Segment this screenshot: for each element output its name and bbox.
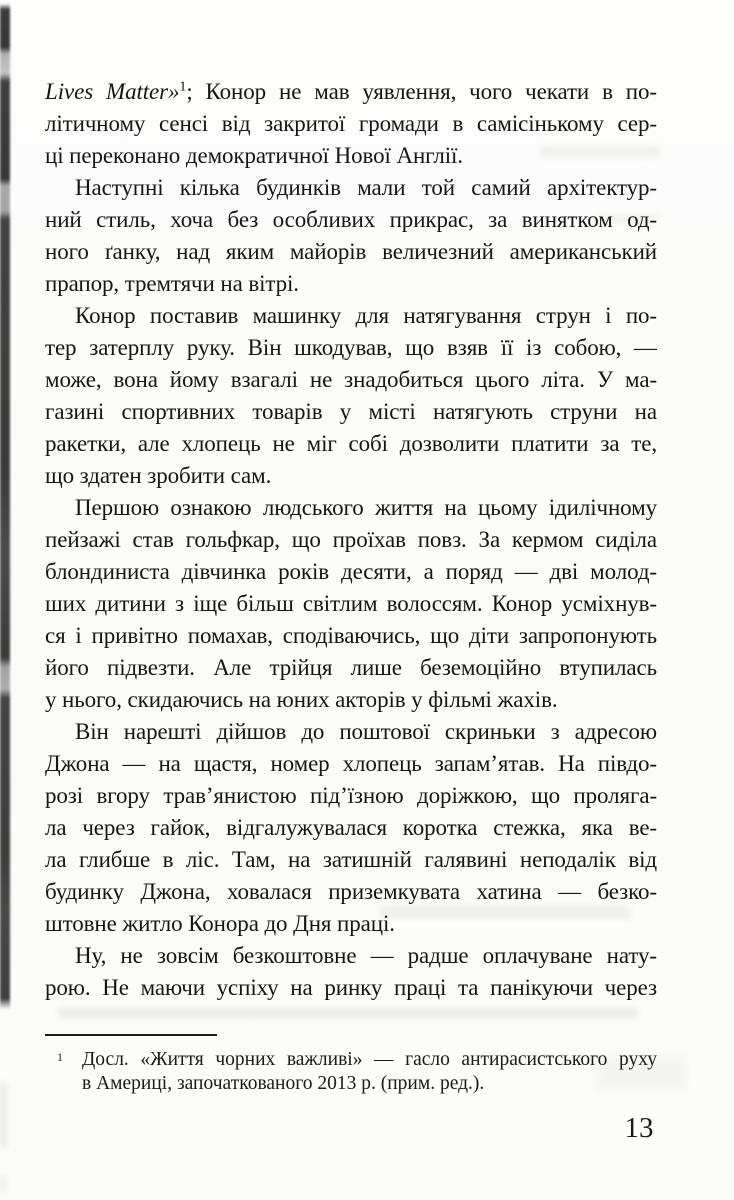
text-line xyxy=(45,268,657,300)
scan-gutter-shadow xyxy=(0,0,10,1200)
scan-smudge xyxy=(0,1176,6,1194)
page-number: 13 xyxy=(624,1112,654,1144)
text-line xyxy=(45,364,657,396)
scan-smudge xyxy=(58,1008,638,1019)
footnote-reference: 1 xyxy=(179,79,187,95)
text-line xyxy=(45,652,657,684)
text-segment: Lives Matter» xyxy=(45,79,180,104)
text-segment: літичному сенсі від закритої громади в самісінькому сер- xyxy=(45,111,657,136)
text-line xyxy=(45,684,657,716)
text-segment: ці переконано демократичної Нової Англії. xyxy=(45,143,463,168)
text-line xyxy=(45,172,657,204)
text-segment: що здатен зробити сам. xyxy=(45,463,272,488)
text-line xyxy=(45,460,657,492)
text-line xyxy=(45,844,657,876)
text-line xyxy=(45,716,657,748)
text-line xyxy=(45,108,657,140)
text-line xyxy=(45,780,657,812)
text-segment: ся і привітно помахав, сподіваючись, що діти запропонують xyxy=(45,623,657,648)
footnote-line-text: Досл. «Життя чорних важливі» — гасло антирасистського руху xyxy=(82,1049,657,1070)
text-segment: блондиниста дівчинка років десяти, а поряд — дві молод- xyxy=(45,559,657,584)
footnote-rule xyxy=(45,1034,217,1036)
text-line xyxy=(45,812,657,844)
text-segment: його підвезти. Але трійця лише беземоційно втупилась xyxy=(45,655,657,680)
text-segment: пейзажі став гольфкар, що проїхав повз. За кермом сиділа xyxy=(45,527,657,552)
text-segment: газині спортивних товарів у місті натягують струни на xyxy=(45,399,657,424)
text-line xyxy=(45,620,657,652)
text-line xyxy=(45,524,657,556)
text-line xyxy=(45,428,657,460)
text-segment: Наступні кілька будинків мали той самий архітектур- xyxy=(75,175,657,200)
text-segment: Джона — на щастя, номер хлопець запам’ятав. На півдо- xyxy=(45,751,657,776)
text-segment: будинку Джона, ховалася приземкувата хатина — безко- xyxy=(45,879,657,904)
page-text xyxy=(45,76,657,1004)
text-segment: Він нарешті дійшов до поштової скриньки з адресою xyxy=(75,719,657,744)
text-segment: тер затерплу руку. Він шкодував, що взяв її із собою, — xyxy=(45,335,657,360)
text-segment: ракетки, але хлопець не міг собі дозволити платити за те, xyxy=(45,431,657,456)
text-line xyxy=(45,332,657,364)
text-segment: ла глибше в ліс. Там, на затишній галявині неподалік від xyxy=(45,847,657,872)
text-segment: ного ґанку, над яким майорів величезний американський xyxy=(45,239,657,264)
text-line xyxy=(45,972,657,1004)
scan-smudge xyxy=(0,1082,7,1148)
footnote xyxy=(45,1034,657,1096)
text-segment: може, вона йому взагалі не знадобиться цього літа. У ма- xyxy=(45,367,657,392)
text-line xyxy=(45,748,657,780)
text-segment: у нього, скидаючись на юних акторів у фільмі жахів. xyxy=(45,687,558,712)
footnote-text xyxy=(45,1048,657,1096)
text-segment: Ну, не зовсім безкоштовне — радше оплачуване нату- xyxy=(75,943,657,968)
text-line xyxy=(45,492,657,524)
text-segment: рою. Не маючи успіху на ринку праці та панікуючи через xyxy=(45,975,657,1000)
footnote-line xyxy=(45,1072,657,1096)
text-line xyxy=(45,908,657,940)
text-line xyxy=(45,556,657,588)
text-line xyxy=(45,588,657,620)
footnote-line-text: в Америці, започаткованого 2013 р. (прим. ред.). xyxy=(82,1073,485,1094)
text-segment: Конор поставив машинку для натягування струн і по- xyxy=(75,303,657,328)
text-segment: ла через гайок, відгалужувалася коротка стежка, яка ве- xyxy=(45,815,657,840)
text-segment: штовне житло Конора до Дня праці. xyxy=(45,911,395,936)
text-line xyxy=(45,300,657,332)
text-segment: прапор, тремтячи на вітрі. xyxy=(45,271,299,296)
text-segment: ших дитини з іще більш світлим волоссям. Конор усміхнув- xyxy=(45,591,657,616)
footnote-line xyxy=(45,1048,657,1072)
text-line xyxy=(45,940,657,972)
text-line xyxy=(45,204,657,236)
text-segment: розі вгору трав’янистою під’їзною доріжкою, що проляга- xyxy=(45,783,657,808)
text-line xyxy=(45,140,657,172)
footnote-marker: 1 xyxy=(57,1050,63,1064)
text-line xyxy=(45,76,657,108)
text-line xyxy=(45,396,657,428)
text-segment: Першою ознакою людського життя на цьому ідилічному xyxy=(75,495,657,520)
text-line xyxy=(45,236,657,268)
text-line xyxy=(45,876,657,908)
text-segment: ; Конор не мав уявлення, чого чекати в по- xyxy=(186,79,657,104)
text-segment: ний стиль, хоча без особливих прикрас, за винятком од- xyxy=(45,207,657,232)
